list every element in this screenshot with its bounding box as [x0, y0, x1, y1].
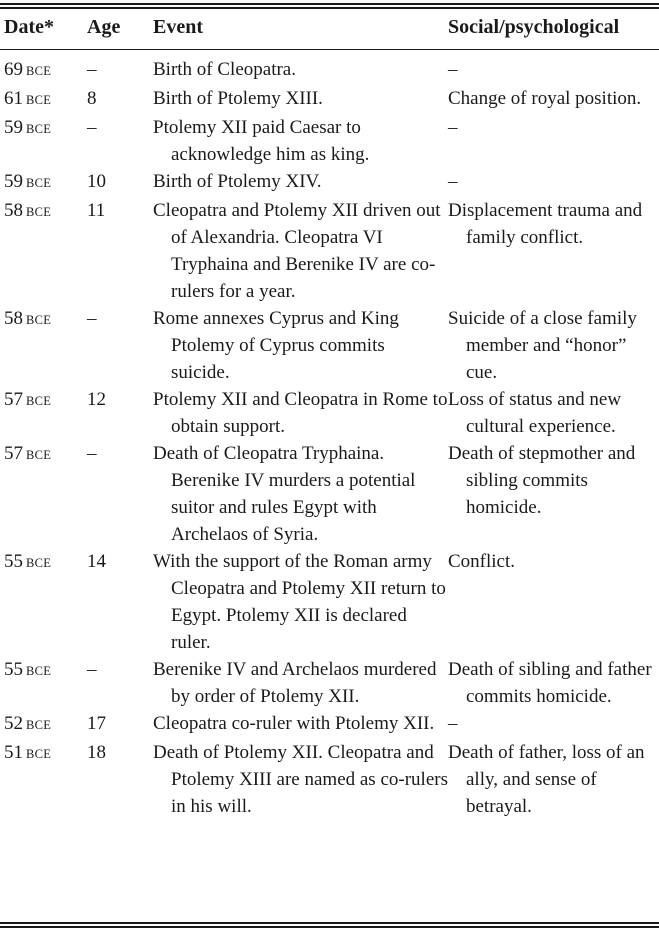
event-cell: Birth of Ptolemy XIV.: [153, 171, 322, 192]
event-cell: Death of Ptolemy XII. Cleopatra and Ptolemy XIII are named as co-rulers in his will.: [153, 742, 448, 817]
age-cell: 11: [87, 200, 106, 221]
year-value: 55: [4, 659, 23, 680]
era-label: BCE: [26, 205, 52, 219]
bottom-rule-1: [0, 922, 659, 924]
year-value: 51: [4, 742, 23, 763]
date-cell: [0, 114, 87, 168]
era-label: BCE: [26, 176, 52, 190]
social-cell: Suicide of a close family member and “honor” cue.: [448, 308, 637, 383]
date-cell: [0, 168, 87, 197]
social-cell: Death of stepmother and sibling commits homicide.: [448, 443, 636, 518]
date-cell: [0, 710, 87, 739]
table-row: [0, 656, 659, 710]
table-row: [0, 168, 659, 197]
event-cell: With the support of the Roman army Cleopatra and Ptolemy XII return to Egypt. Ptolemy XII is declared ruler.: [153, 551, 446, 653]
event-cell: Birth of Ptolemy XIII.: [153, 88, 323, 109]
date-cell: [0, 50, 87, 86]
table-row: [0, 440, 659, 548]
age-cell: –: [87, 443, 97, 464]
social-cell: Displacement trauma and family conflict.: [448, 200, 643, 248]
year-value: 57: [4, 389, 23, 410]
era-label: BCE: [26, 313, 52, 327]
event-cell: Cleopatra and Ptolemy XII driven out of Alexandria. Cleopatra VI Tryphaina and Berenike IV are co-rulers for a year.: [153, 200, 441, 302]
table-row: [0, 197, 659, 305]
date-cell: [0, 85, 87, 114]
table-row: [0, 386, 659, 440]
event-cell: Rome annexes Cyprus and King Ptolemy of Cyprus commits suicide.: [153, 308, 399, 383]
date-cell: [0, 197, 87, 305]
social-cell: Death of father, loss of an ally, and sense of betrayal.: [448, 742, 645, 817]
header-date: Date*: [4, 16, 54, 38]
social-cell: Loss of status and new cultural experience.: [448, 389, 622, 437]
social-cell: –: [448, 713, 458, 734]
age-cell: –: [87, 117, 97, 138]
year-value: 69: [4, 59, 23, 80]
event-cell: Death of Cleopatra Tryphaina. Berenike IV murders a potential suitor and rules Egypt with Archelaos of Syria.: [153, 443, 416, 545]
era-label: BCE: [26, 394, 52, 408]
event-cell: Berenike IV and Archelaos murdered by order of Ptolemy XII.: [153, 659, 437, 707]
age-cell: –: [87, 59, 97, 80]
date-cell: [0, 656, 87, 710]
age-cell: 17: [87, 713, 106, 734]
chronology-table: [0, 9, 659, 820]
bottom-rule-2: [0, 926, 659, 928]
year-value: 58: [4, 308, 23, 329]
date-cell: [0, 386, 87, 440]
social-cell: –: [448, 171, 458, 192]
top-rule-1: [0, 3, 659, 5]
social-cell: –: [448, 59, 458, 80]
age-cell: 10: [87, 171, 106, 192]
table-row: [0, 85, 659, 114]
year-value: 55: [4, 551, 23, 572]
era-label: BCE: [26, 122, 52, 136]
table-row: [0, 739, 659, 820]
table-row: [0, 50, 659, 86]
age-cell: 14: [87, 551, 106, 572]
header-social: Social/psychological: [448, 16, 620, 38]
era-label: BCE: [26, 718, 52, 732]
table-row: [0, 114, 659, 168]
social-cell: –: [448, 117, 458, 138]
era-label: BCE: [26, 93, 52, 107]
era-label: BCE: [26, 64, 52, 78]
date-cell: [0, 440, 87, 548]
social-cell: Change of royal position.: [448, 88, 642, 109]
social-cell: Death of sibling and father commits homicide.: [448, 659, 652, 707]
age-cell: 8: [87, 88, 97, 109]
social-cell: Conflict.: [448, 551, 516, 572]
era-label: BCE: [26, 448, 52, 462]
table-header-row: [0, 9, 659, 50]
year-value: 59: [4, 117, 23, 138]
table-row: [0, 305, 659, 386]
event-cell: Ptolemy XII paid Caesar to acknowledge him as king.: [153, 117, 370, 165]
age-cell: –: [87, 659, 97, 680]
year-value: 58: [4, 200, 23, 221]
year-value: 61: [4, 88, 23, 109]
date-cell: [0, 548, 87, 656]
header-age: Age: [87, 16, 121, 38]
era-label: BCE: [26, 747, 52, 761]
age-cell: 12: [87, 389, 106, 410]
year-value: 59: [4, 171, 23, 192]
event-cell: Birth of Cleopatra.: [153, 59, 296, 80]
table-row: [0, 548, 659, 656]
header-event: Event: [153, 16, 203, 38]
table-row: [0, 710, 659, 739]
year-value: 57: [4, 443, 23, 464]
age-cell: –: [87, 308, 97, 329]
event-cell: Cleopatra co-ruler with Ptolemy XII.: [153, 713, 435, 734]
age-cell: 18: [87, 742, 106, 763]
era-label: BCE: [26, 556, 52, 570]
year-value: 52: [4, 713, 23, 734]
date-cell: [0, 305, 87, 386]
era-label: BCE: [26, 664, 52, 678]
event-cell: Ptolemy XII and Cleopatra in Rome to obtain support.: [153, 389, 448, 437]
date-cell: [0, 739, 87, 820]
